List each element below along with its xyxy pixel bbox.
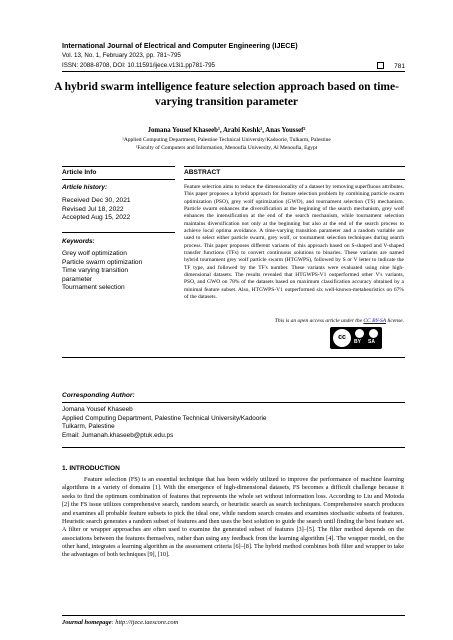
corresponding-details (62, 406, 267, 440)
history-received: Received Dec 30, 2021 (62, 197, 131, 204)
keywords-list (62, 250, 142, 293)
corresponding-bottom-rule (62, 447, 405, 448)
share-alike-icon (369, 329, 378, 338)
authors: Jomana Yousef Khaseeb¹, Arabi Keshk², Anas Youssef² (147, 127, 306, 134)
keyword: Time varying transition (62, 267, 129, 274)
sa-label: SA (368, 339, 375, 345)
paper-title: A hybrid swarm intelligence feature selection approach based on time-varying transition parameter (54, 81, 399, 108)
history-accepted: Accepted Aug 15, 2022 (62, 214, 131, 221)
license-line (184, 318, 404, 324)
history-revised: Revised Jul 18, 2022 (62, 205, 124, 213)
corresponding-rule (62, 402, 405, 403)
person-icon (355, 329, 364, 338)
square-icon (377, 62, 384, 69)
author-email: Email: Jumanah.khaseeb@ptuk.edu.ps (62, 431, 174, 439)
license-link[interactable]: CC BY-SA (363, 318, 386, 324)
affiliation-1: ¹Applied Computing Department, Palestine Technical University/Kadoorie, Tulkarm, Palestine (122, 137, 331, 143)
homepage-url[interactable]: : http://ijece.iaescore.com (111, 619, 179, 626)
keyword: Tournament selection (62, 284, 125, 291)
page-number (377, 62, 405, 70)
article-info-rule (62, 179, 175, 180)
history-list (62, 197, 131, 223)
journal-homepage (62, 619, 178, 626)
author-dept: Applied Computing Department, Palestine Technical University/Kadoorie (62, 414, 267, 422)
abstract-top-rule (184, 166, 405, 167)
homepage-label: Journal homepage (62, 619, 112, 626)
by-label: BY (354, 339, 361, 345)
journal-name: International Journal of Electrical and Computer Engineering (IJECE) (62, 41, 298, 50)
info-bottom-rule (62, 357, 405, 358)
header-rule (62, 71, 405, 72)
history-label: Article history: (62, 184, 108, 191)
license-suffix: license. (385, 318, 404, 324)
author-name: Jomana Yousef Khaseeb (62, 406, 133, 413)
affiliation-2: ²Faculty of Computers and Information, Menoufia University, Al Menoufia, Egypt (135, 145, 318, 151)
page-number-text: 781 (394, 63, 405, 70)
license-prefix: This is an open access article under the (274, 318, 364, 324)
keyword: parameter (62, 275, 93, 283)
volume-info: Vol. 13, No. 1, February 2023, pp. 781~795 (62, 52, 181, 59)
cc-icon: cc (333, 329, 351, 347)
footer-rule (62, 615, 405, 616)
history-rule (62, 232, 175, 233)
keywords-label: Keywords: (62, 238, 95, 245)
article-info-heading: Article Info (62, 169, 97, 176)
article-info-box (62, 166, 175, 176)
cc-by-sa-badge[interactable] (330, 327, 382, 349)
corresponding-heading: Corresponding Author: (62, 392, 135, 399)
keyword: Particle swarm optimization (62, 258, 143, 266)
introduction-body: Feature selection (FS) is an essential technique that has been widely utilized to improve the performance of machine learning algorithms in a variety of domains [1]. With the emergence of high-dimensional datasets, FS becomes a difficult challenge because it seeks to find the optimum combination of features that represents the whole set without information loss. According to Liu and Motoda [2] the FS issue utilizes comprehensive search, random search, or heuristic search as search techniques. Comprehensive search produces and examines all probable feature subsets to pick the ideal one, while random search creates and examines stochastic subsets of features. Heuristic search generates a random subset of features and then uses the best solution to guide the search until finding the best feature set. A filter or wrapper approaches are often used to examine the generated subset of features [3]–[5]. The filter method depends on the associations between the features themselves, rather than using any feedback from the learning algorithm [4]. The wrapper model, on the other hand, integrates a learning algorithm as the assessment criteria [6]–[8]. The hybrid method combines both filter and wrapper to take the advantages of both techniques [9], [10]. (62, 476, 404, 559)
introduction-heading: 1. INTRODUCTION (62, 465, 120, 472)
abstract-heading: ABSTRACT (184, 169, 221, 176)
keyword: Grey wolf optimization (62, 250, 127, 257)
abstract-text: Feature selection aims to reduce the dimensionality of a dataset by removing superfluous attributes. This paper proposes a hybrid approach for feature selection problem by combining particle swarm optimization (PSO), grey wolf optimization (GWO), and tournament selection (TS) mechanism. Particle swarm enhances the diversification at the beginning of the search mechanism, grey wolf enhances the intensification at the end of the search mechanism, while tournament selection maintains diversification not only at the beginning but also at the end of the search process to achieve local optima avoidance. A time-varying transition parameter and a random variable are used to select either particle swarm, grey wolf, or tournament selection techniques during search process. This paper proposes different variants of this approach based on S-shaped and V-shaped transfer functions (TFs) to convert continuous solutions to binaries. These variants are named hybrid tournament grey wolf particle swarm (HTGWPS), followed by S or V letter to indicate the TF type, and followed by the TF's number. These variants were evaluated using nine high-dimensional datasets. The results revealed that HTGWPS-V1 outperformed other V's variants, PSO, and GWO on 78% of the datasets based on maximum classification accuracy obtained by a minimal feature subset. Also, HTGWPS-V1 outperformed six well-known-metaheuristics on 67% of the datasets. (184, 184, 404, 301)
abstract-rule (184, 179, 405, 180)
introduction-text (62, 476, 404, 560)
issn-doi: ISSN: 2088-8708, DOI: 10.11591/ijece.v13i1.pp781-795 (62, 62, 215, 69)
author-location: Tulkarm, Palestine (62, 423, 115, 431)
